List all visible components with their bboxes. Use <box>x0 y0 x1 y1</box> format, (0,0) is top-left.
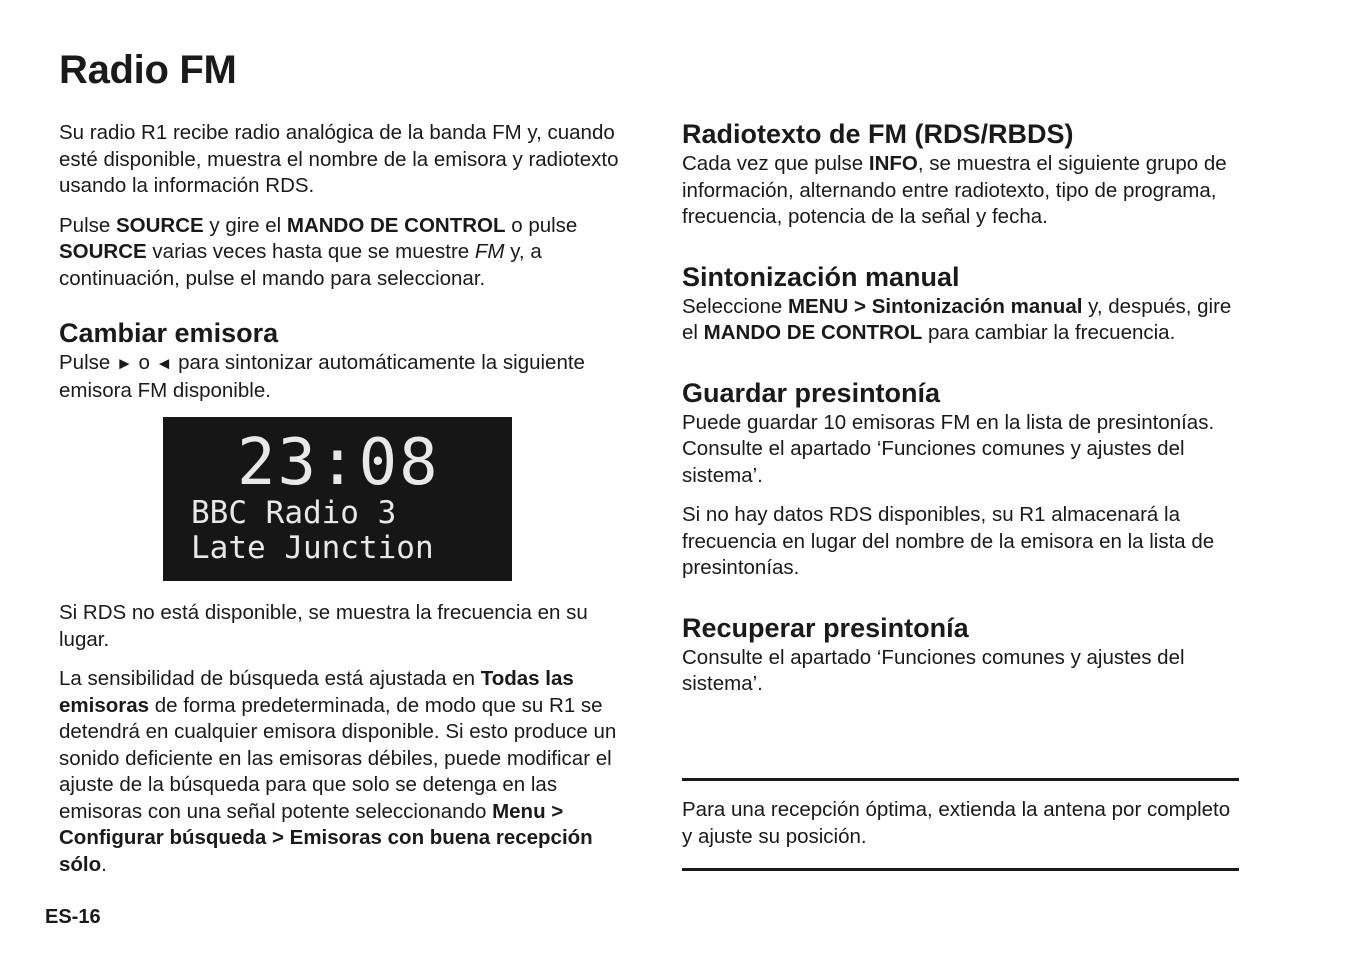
radio-display <box>163 417 512 581</box>
sintonizacion-heading: Sintonización manual <box>682 261 960 292</box>
recuperar-text: Consulte el apartado ‘Funciones comunes y ajustes del sistema’. <box>682 645 1185 695</box>
right-column <box>682 118 1242 711</box>
radiotexto-text: Cada vez que pulse INFO, se muestra el siguiente grupo de información, alternando entre radiotexto, tipo de programa, frecuencia, potencia de la señal y fecha. <box>682 152 1227 228</box>
display-time: 23:08 <box>237 426 440 500</box>
antenna-note <box>682 797 1242 863</box>
source-paragraph: Pulse SOURCE y gire el MANDO DE CONTROL o pulse SOURCE varias veces hasta que se muestre FM y, a continuación, pulse el mando para seleccionar. <box>59 213 578 290</box>
page-title: Radio FM <box>59 48 237 92</box>
display-station: BBC Radio 3 <box>191 495 397 531</box>
radiotexto-heading: Radiotexto de FM (RDS/RBDS) <box>682 119 1074 149</box>
sensitivity-paragraph: La sensibilidad de búsqueda está ajustada en Todas las emisoras de forma predeterminada, de modo que su R1 se detendrá en cualquier emisora disponible. Si esto produce un sonido deficiente en las emisoras débiles, puede modificar el ajuste de la búsqueda para que solo se detenga en las emisoras con una señal potente seleccionando Menu > Configurar búsqueda > Emisoras con buena recepción sólo. <box>59 667 617 876</box>
sintonizacion-text: Seleccione MENU > Sintonización manual y, después, gire el MANDO DE CONTROL para cambiar la frecuencia. <box>682 294 1232 344</box>
recuperar-heading: Recuperar presintonía <box>682 612 969 643</box>
play-left-icon: ◄ <box>155 354 173 373</box>
cambiar-emisora-heading: Cambiar emisora <box>59 318 279 348</box>
left-column <box>59 120 619 891</box>
play-right-icon: ► <box>115 354 133 373</box>
guardar-text-1: Puede guardar 10 emisoras FM en la lista de presintonías. Consulte el apartado ‘Funciones comunes y ajustes del sistema’. <box>682 410 1215 487</box>
page-number: ES-16 <box>45 906 101 928</box>
display-programme: Late Junction <box>191 530 434 566</box>
guardar-text-2: Si no hay datos RDS disponibles, su R1 almacenará la frecuencia en lugar del nombre de la emisora en la lista de presintonías. <box>682 503 1215 579</box>
note-bottom-rule <box>682 868 1239 871</box>
cambiar-emisora-text: Pulse ► o ◄ para sintonizar automáticamente la siguiente emisora FM disponible. <box>59 351 585 402</box>
note-top-rule <box>682 778 1239 781</box>
rds-note-paragraph: Si RDS no está disponible, se muestra la frecuencia en su lugar. <box>59 601 588 651</box>
guardar-heading: Guardar presintonía <box>682 377 941 408</box>
intro-paragraph: Su radio R1 recibe radio analógica de la banda FM y, cuando esté disponible, muestra el nombre de la emisora y radiotexto usando la información RDS. <box>59 121 619 197</box>
antenna-note-text: Para una recepción óptima, extienda la antena por completo y ajuste su posición. <box>682 798 1231 848</box>
